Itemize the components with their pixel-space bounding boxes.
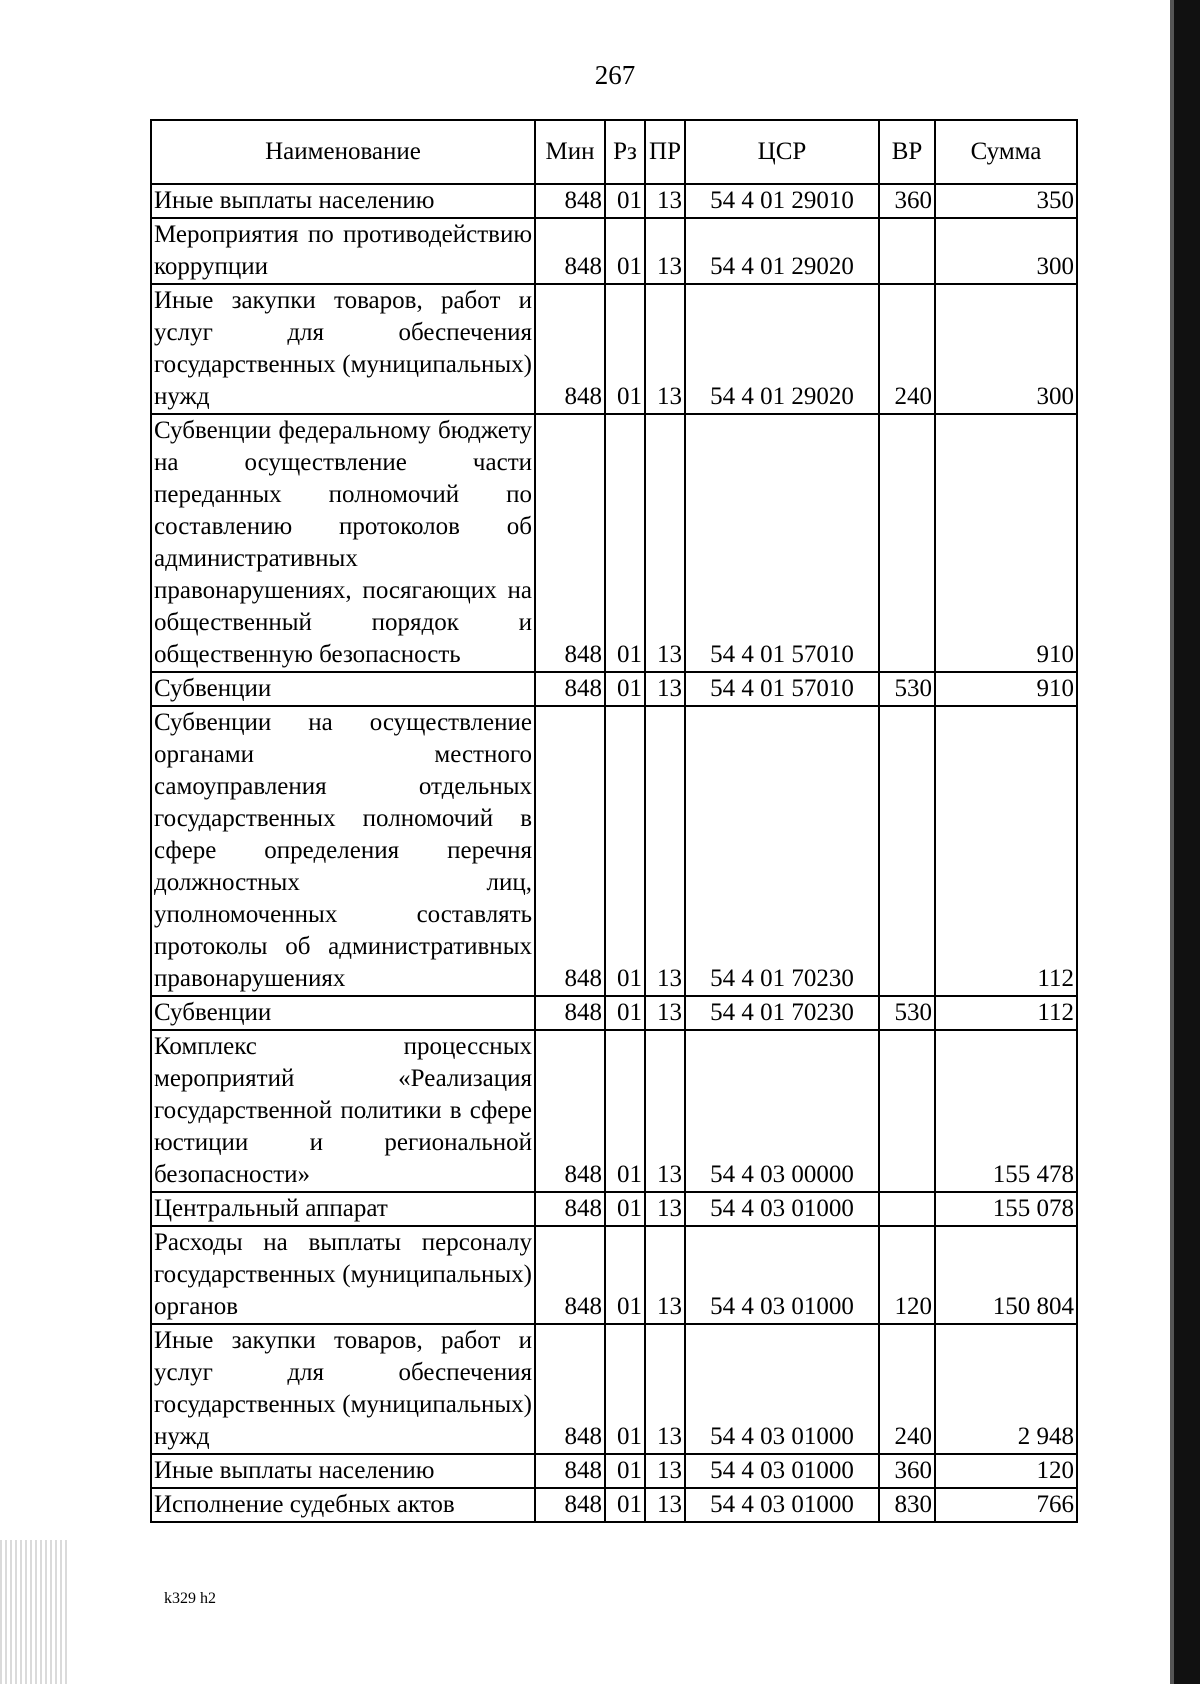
cell-sum: 766 <box>935 1488 1077 1522</box>
cell-pr: 13 <box>645 1192 685 1226</box>
cell-sum: 155 078 <box>935 1192 1077 1226</box>
cell-sum: 120 <box>935 1454 1077 1488</box>
cell-rz: 01 <box>605 1324 645 1454</box>
cell-min: 848 <box>535 414 605 672</box>
cell-csr: 54 4 01 70230 <box>685 996 879 1030</box>
cell-csr: 54 4 03 01000 <box>685 1488 879 1522</box>
table-row <box>151 184 1077 218</box>
cell-name: Расходы на выплаты персоналу государственных (муниципальных) органов <box>151 1226 535 1324</box>
cell-csr: 54 4 03 00000 <box>685 1030 879 1192</box>
cell-sum: 350 <box>935 184 1077 218</box>
cell-name: Центральный аппарат <box>151 1192 535 1226</box>
cell-csr: 54 4 01 29010 <box>685 184 879 218</box>
header-pr: ПР <box>645 120 685 184</box>
cell-vr <box>879 1030 935 1192</box>
scan-noise <box>0 1540 70 1684</box>
cell-min: 848 <box>535 1226 605 1324</box>
table-row <box>151 1488 1077 1522</box>
cell-csr: 54 4 03 01000 <box>685 1454 879 1488</box>
cell-vr: 120 <box>879 1226 935 1324</box>
header-vr: ВР <box>879 120 935 184</box>
cell-min: 848 <box>535 284 605 414</box>
cell-min: 848 <box>535 706 605 996</box>
cell-name: Комплекс процессных мероприятий «Реализация государственной политики в сфере юстиции и региональной безопасности» <box>151 1030 535 1192</box>
cell-sum: 910 <box>935 414 1077 672</box>
cell-pr: 13 <box>645 1226 685 1324</box>
cell-csr: 54 4 01 29020 <box>685 284 879 414</box>
header-csr: ЦСР <box>685 120 879 184</box>
cell-rz: 01 <box>605 184 645 218</box>
cell-vr <box>879 218 935 284</box>
cell-vr: 830 <box>879 1488 935 1522</box>
table-row <box>151 1324 1077 1454</box>
page-number: 267 <box>594 60 636 90</box>
cell-pr: 13 <box>645 218 685 284</box>
cell-csr: 54 4 01 57010 <box>685 414 879 672</box>
cell-rz: 01 <box>605 1226 645 1324</box>
cell-min: 848 <box>535 672 605 706</box>
budget-table <box>150 119 1078 1523</box>
cell-rz: 01 <box>605 218 645 284</box>
header-rz: Рз <box>605 120 645 184</box>
cell-vr <box>879 706 935 996</box>
cell-vr <box>879 1192 935 1226</box>
cell-min: 848 <box>535 218 605 284</box>
cell-rz: 01 <box>605 706 645 996</box>
cell-csr: 54 4 03 01000 <box>685 1226 879 1324</box>
cell-rz: 01 <box>605 1488 645 1522</box>
cell-vr <box>879 414 935 672</box>
cell-name: Субвенции <box>151 996 535 1030</box>
cell-pr: 13 <box>645 1454 685 1488</box>
cell-pr: 13 <box>645 284 685 414</box>
cell-sum: 150 804 <box>935 1226 1077 1324</box>
table-row <box>151 996 1077 1030</box>
cell-sum: 2 948 <box>935 1324 1077 1454</box>
cell-vr: 240 <box>879 1324 935 1454</box>
header-min: Мин <box>535 120 605 184</box>
cell-name: Мероприятия по противодействию коррупции <box>151 218 535 284</box>
cell-rz: 01 <box>605 414 645 672</box>
table-row <box>151 1226 1077 1324</box>
cell-rz: 01 <box>605 1192 645 1226</box>
table-row <box>151 414 1077 672</box>
cell-vr: 530 <box>879 996 935 1030</box>
cell-name: Субвенции на осуществление органами местного самоуправления отдельных государственных полномочий в сфере определения перечня должностных лиц, уполномоченных составлять протоколы об административных правонарушениях <box>151 706 535 996</box>
header-name: Наименование <box>151 120 535 184</box>
cell-sum: 300 <box>935 218 1077 284</box>
header-sum: Сумма <box>935 120 1077 184</box>
table-header-row <box>151 120 1077 184</box>
cell-sum: 910 <box>935 672 1077 706</box>
cell-csr: 54 4 01 29020 <box>685 218 879 284</box>
cell-min: 848 <box>535 1030 605 1192</box>
cell-name: Иные закупки товаров, работ и услуг для обеспечения государственных (муниципальных) нужд <box>151 1324 535 1454</box>
cell-pr: 13 <box>645 672 685 706</box>
cell-sum: 155 478 <box>935 1030 1077 1192</box>
scan-dark-edge <box>1174 0 1200 1684</box>
cell-sum: 112 <box>935 996 1077 1030</box>
cell-pr: 13 <box>645 414 685 672</box>
cell-pr: 13 <box>645 996 685 1030</box>
footer-code: k329 h2 <box>164 1590 216 1607</box>
cell-name: Субвенции федеральному бюджету на осуществление части переданных полномочий по составлению протоколов об административных правонарушениях, посягающих на общественный порядок и общественную безопасность <box>151 414 535 672</box>
cell-rz: 01 <box>605 1454 645 1488</box>
table-row <box>151 218 1077 284</box>
cell-rz: 01 <box>605 1030 645 1192</box>
cell-sum: 300 <box>935 284 1077 414</box>
cell-csr: 54 4 03 01000 <box>685 1192 879 1226</box>
cell-name: Исполнение судебных актов <box>151 1488 535 1522</box>
table-row <box>151 706 1077 996</box>
cell-rz: 01 <box>605 996 645 1030</box>
cell-rz: 01 <box>605 672 645 706</box>
cell-name: Иные выплаты населению <box>151 1454 535 1488</box>
table-row <box>151 1454 1077 1488</box>
cell-name: Иные закупки товаров, работ и услуг для обеспечения государственных (муниципальных) нужд <box>151 284 535 414</box>
table-row <box>151 1192 1077 1226</box>
table-row <box>151 284 1077 414</box>
cell-pr: 13 <box>645 1324 685 1454</box>
cell-vr: 240 <box>879 284 935 414</box>
cell-name: Иные выплаты населению <box>151 184 535 218</box>
cell-sum: 112 <box>935 706 1077 996</box>
cell-pr: 13 <box>645 1488 685 1522</box>
cell-csr: 54 4 01 70230 <box>685 706 879 996</box>
cell-rz: 01 <box>605 284 645 414</box>
cell-min: 848 <box>535 1488 605 1522</box>
cell-pr: 13 <box>645 1030 685 1192</box>
table-row <box>151 672 1077 706</box>
cell-min: 848 <box>535 1192 605 1226</box>
cell-pr: 13 <box>645 184 685 218</box>
cell-min: 848 <box>535 996 605 1030</box>
cell-pr: 13 <box>645 706 685 996</box>
cell-csr: 54 4 01 57010 <box>685 672 879 706</box>
cell-vr: 530 <box>879 672 935 706</box>
cell-min: 848 <box>535 1454 605 1488</box>
cell-csr: 54 4 03 01000 <box>685 1324 879 1454</box>
cell-min: 848 <box>535 184 605 218</box>
table-row <box>151 1030 1077 1192</box>
cell-name: Субвенции <box>151 672 535 706</box>
cell-min: 848 <box>535 1324 605 1454</box>
cell-vr: 360 <box>879 1454 935 1488</box>
cell-vr: 360 <box>879 184 935 218</box>
